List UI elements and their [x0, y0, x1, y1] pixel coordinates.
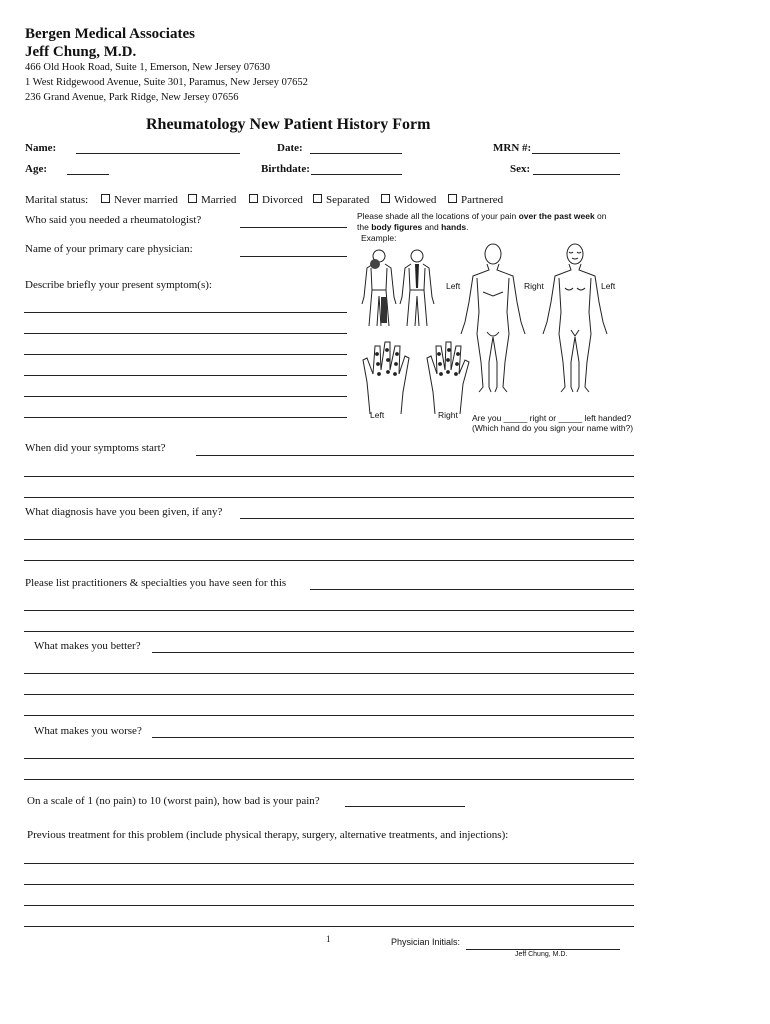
practitioners-input[interactable] [310, 575, 634, 590]
practice-name: Bergen Medical Associates [25, 26, 195, 42]
symptoms-question: Describe briefly your present symptom(s): [25, 279, 212, 291]
hand-left-figure [363, 342, 409, 414]
treatment-line-1[interactable] [24, 849, 634, 864]
symptoms-line-2[interactable] [24, 319, 347, 334]
form-title: Rheumatology New Patient History Form [146, 116, 431, 133]
body-right-label: Right [524, 281, 544, 291]
body-left-label-2: Left [601, 281, 616, 291]
birthdate-label: Birthdate: [261, 163, 310, 175]
diagnosis-line-3[interactable] [24, 546, 634, 561]
worse-input[interactable] [152, 723, 634, 738]
start-question: When did your symptoms start? [25, 442, 166, 454]
physician-initials-input[interactable] [466, 935, 620, 950]
symptoms-line-3[interactable] [24, 340, 347, 355]
start-line-3[interactable] [24, 483, 634, 498]
marital-option-married[interactable]: Married [188, 194, 236, 206]
pcp-question: Name of your primary care physician: [25, 243, 193, 255]
hand-left-label: Left [370, 410, 385, 420]
body-figures-diagram[interactable] [355, 242, 625, 422]
treatment-line-3[interactable] [24, 891, 634, 906]
better-input[interactable] [152, 638, 634, 653]
marital-option-never-married[interactable]: Never married [101, 194, 178, 206]
mrn-input[interactable] [532, 139, 620, 154]
marital-option-divorced[interactable]: Divorced [249, 194, 303, 206]
checkbox-icon [188, 194, 197, 203]
checkbox-icon [249, 194, 258, 203]
example-label: Example: [361, 233, 397, 243]
birthdate-input[interactable] [311, 160, 402, 175]
diagnosis-input[interactable] [240, 504, 634, 519]
name-label: Name: [25, 142, 57, 154]
better-question: What makes you better? [34, 640, 141, 652]
practitioners-question: Please list practitioners & specialties you have seen for this [25, 577, 287, 589]
marital-option-partnered[interactable]: Partnered [448, 194, 503, 206]
better-line-4[interactable] [24, 701, 634, 716]
referral-input[interactable] [240, 213, 347, 228]
marital-label: Marital status: [25, 194, 89, 206]
body-back-figure [461, 244, 525, 392]
referral-question: Who said you needed a rheumatologist? [25, 214, 202, 226]
address-2: 1 West Ridgewood Avenue, Suite 301, Paramus, New Jersey 07652 [25, 77, 308, 88]
physician-name: Jeff Chung, M.D. [25, 44, 137, 60]
date-input[interactable] [310, 139, 402, 154]
diagnosis-line-2[interactable] [24, 525, 634, 540]
treatment-line-2[interactable] [24, 870, 634, 885]
physician-initials-label: Physician Initials: [391, 937, 461, 947]
start-line-2[interactable] [24, 462, 634, 477]
worse-line-2[interactable] [24, 744, 634, 759]
handedness-note: (Which hand do you sign your name with?) [472, 423, 634, 433]
worse-line-3[interactable] [24, 765, 634, 780]
diagnosis-question: What diagnosis have you been given, if any? [25, 506, 223, 518]
age-input[interactable] [67, 160, 109, 175]
pain-scale-question: On a scale of 1 (no pain) to 10 (worst pain), how bad is your pain? [27, 795, 320, 807]
better-line-2[interactable] [24, 659, 634, 674]
page-number: 1 [326, 934, 331, 944]
checkbox-icon [101, 194, 110, 203]
handedness-question: Are you _____ right or _____ left handed? [472, 413, 632, 423]
body-left-label: Left [446, 281, 461, 291]
better-line-3[interactable] [24, 680, 634, 695]
hand-right-label: Right [438, 410, 458, 420]
checkbox-icon [448, 194, 457, 203]
hand-right-figure [427, 342, 469, 414]
practitioners-line-3[interactable] [24, 617, 634, 632]
symptoms-line-1[interactable] [24, 298, 347, 313]
pain-scale-input[interactable] [345, 792, 465, 807]
address-3: 236 Grand Avenue, Park Ridge, New Jersey 07656 [25, 92, 239, 103]
age-label: Age: [25, 163, 47, 175]
symptoms-line-4[interactable] [24, 361, 347, 376]
marital-option-separated[interactable]: Separated [313, 194, 369, 206]
symptoms-line-6[interactable] [24, 403, 347, 418]
pcp-input[interactable] [240, 242, 347, 257]
checkbox-icon [313, 194, 322, 203]
symptoms-line-5[interactable] [24, 382, 347, 397]
treatment-line-4[interactable] [24, 912, 634, 927]
practitioners-line-2[interactable] [24, 596, 634, 611]
sex-input[interactable] [533, 160, 620, 175]
body-front-figure [543, 244, 607, 392]
treatment-question: Previous treatment for this problem (include physical therapy, surgery, alternative treatments, and injections): [27, 829, 509, 841]
sex-label: Sex: [510, 163, 531, 175]
date-label: Date: [277, 142, 303, 154]
start-input[interactable] [196, 441, 634, 456]
footer-physician-name: Jeff Chung, M.D. [515, 951, 568, 958]
marital-option-widowed[interactable]: Widowed [381, 194, 436, 206]
mrn-label: MRN #: [493, 142, 532, 154]
example-body-back [400, 250, 434, 326]
checkbox-icon [381, 194, 390, 203]
name-input[interactable] [76, 139, 240, 154]
worse-question: What makes you worse? [34, 725, 142, 737]
pain-instruction: Please shade all the locations of your pain over the past week on the body figures and hands. [357, 211, 607, 232]
example-body-front [362, 250, 396, 326]
address-1: 466 Old Hook Road, Suite 1, Emerson, New Jersey 07630 [25, 62, 270, 73]
